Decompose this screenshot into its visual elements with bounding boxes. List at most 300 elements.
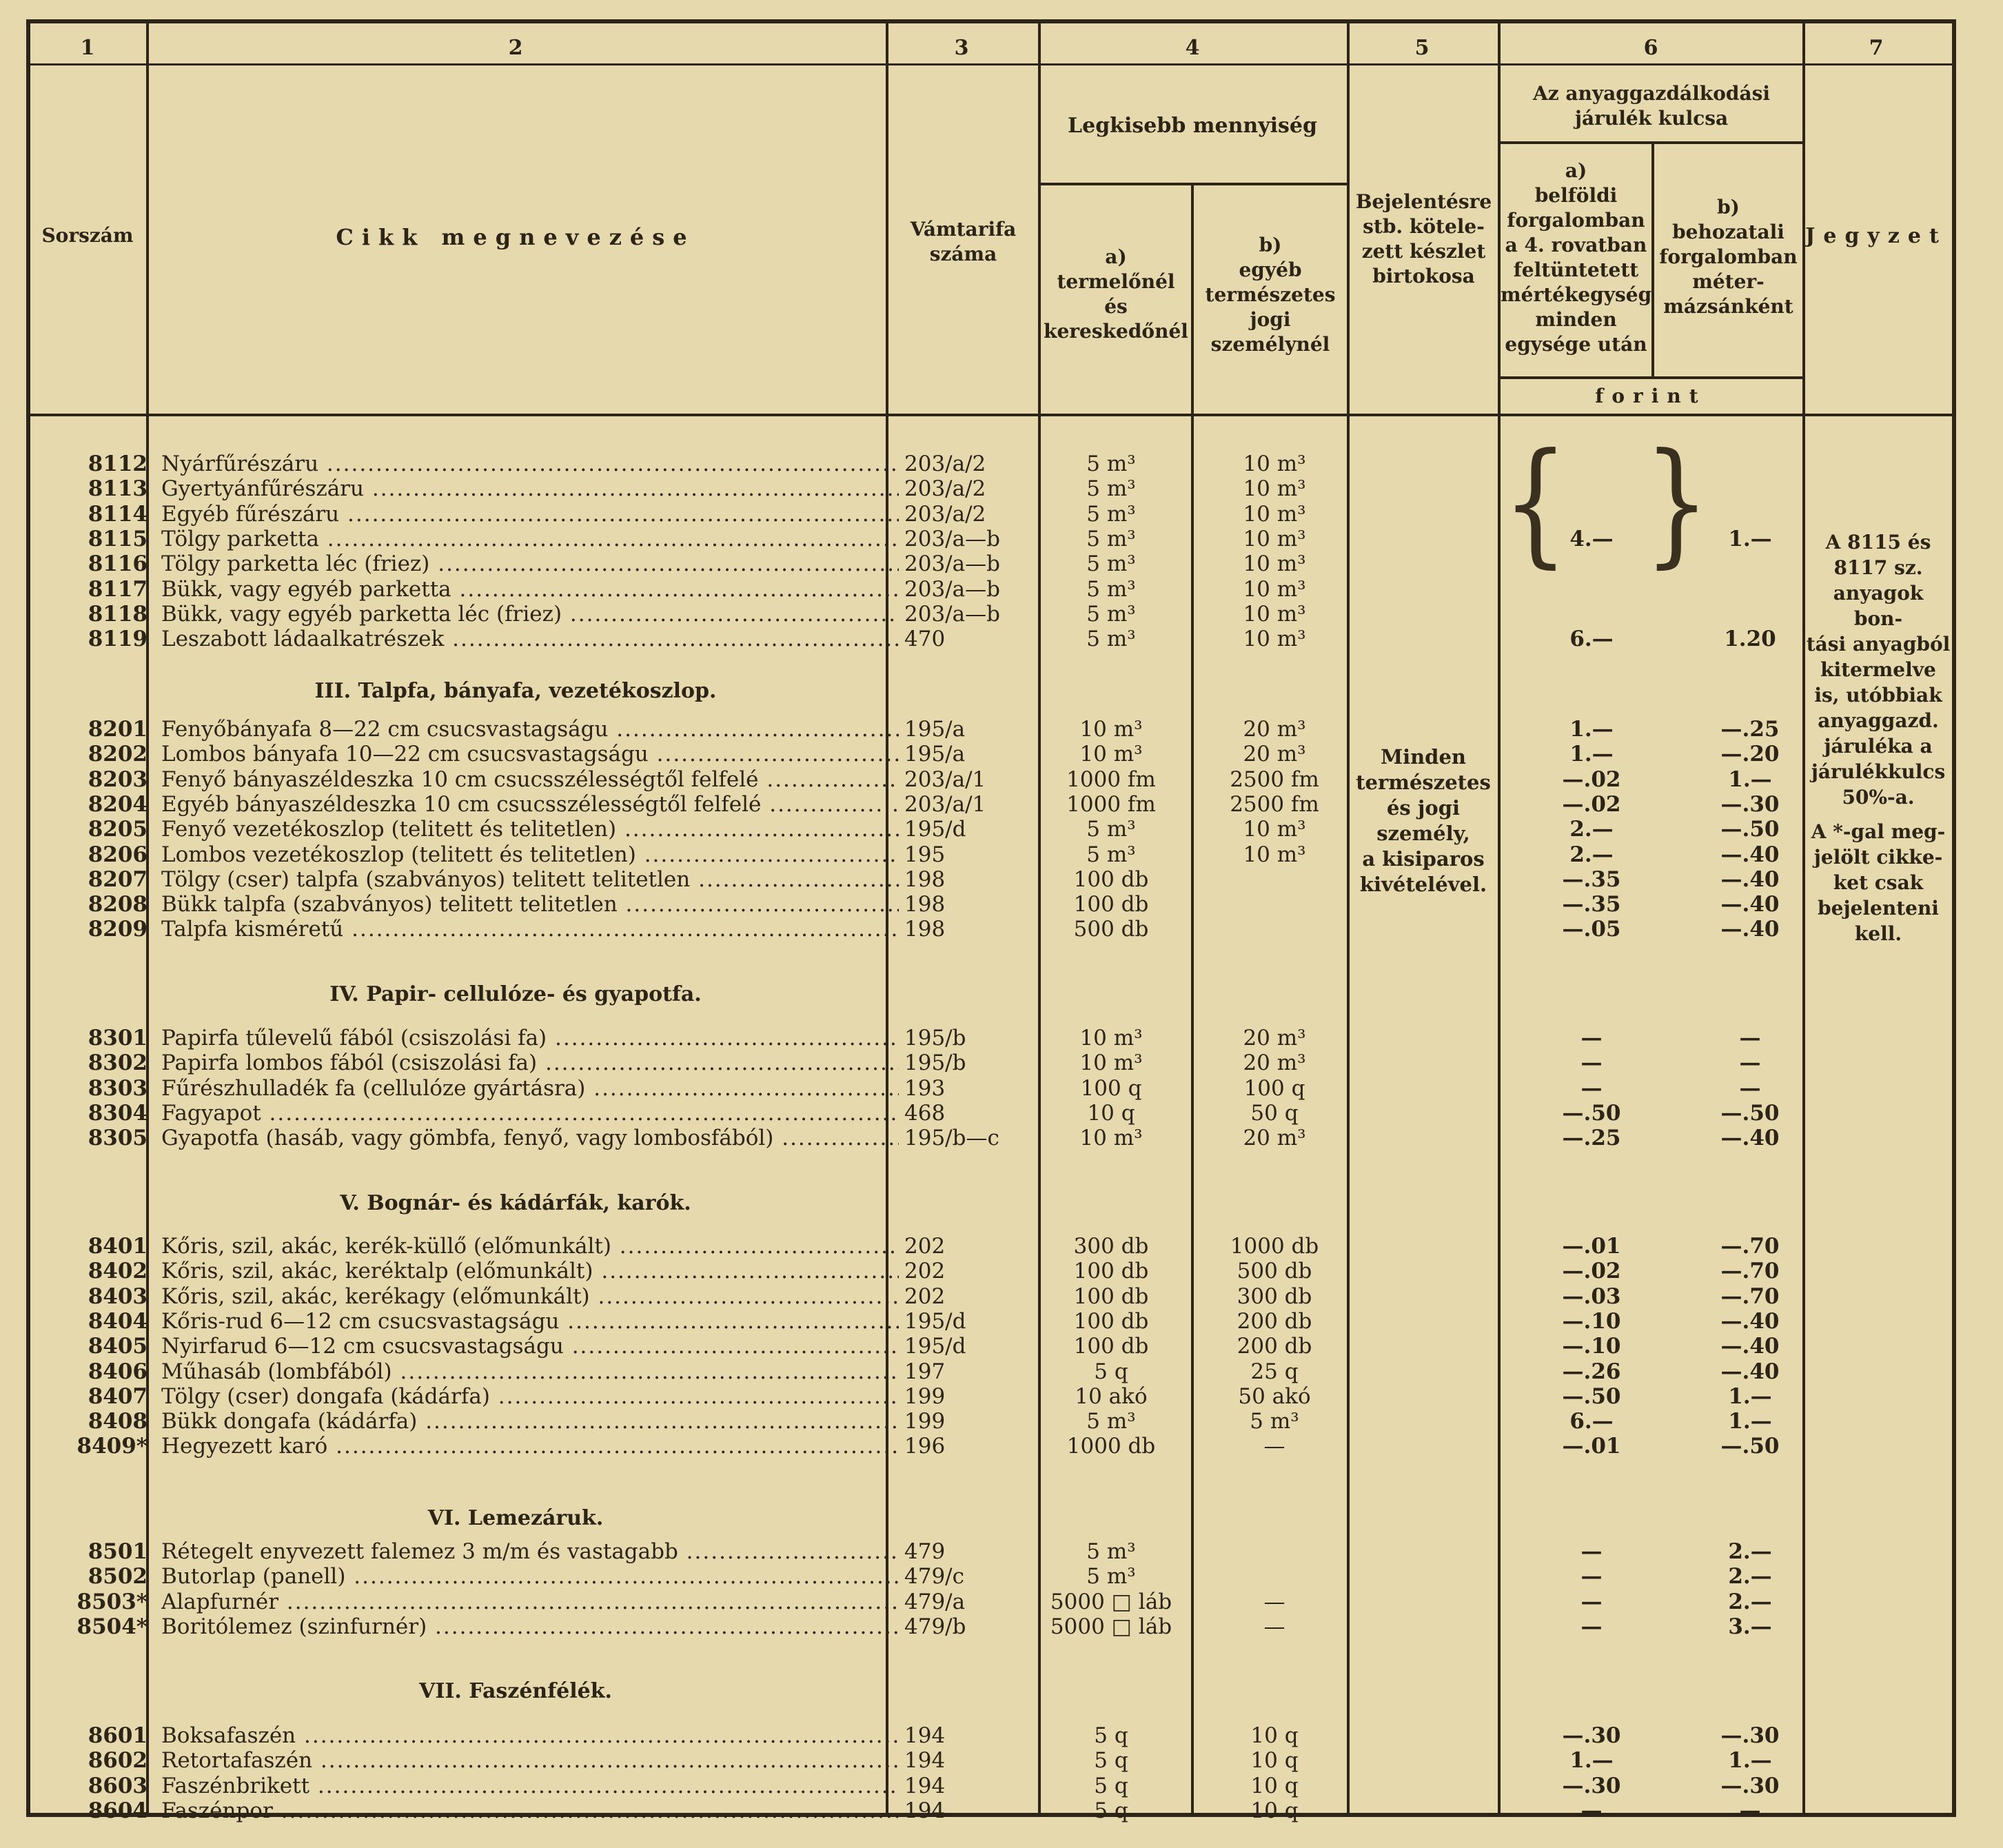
item-name: Kőris, szil, akác, kerék-küllő (előmunkált) ..... <box>161 1234 899 1259</box>
item-name: Gyertyánfűrészáru ..... <box>161 476 899 501</box>
section-title: III. Talpfa, bányafa, vezetékoszlop. <box>314 679 717 703</box>
tariff-number: 203/a—b <box>904 602 1000 627</box>
header-col6b: b) behozatali forgalomban méter- mázsánként <box>1659 196 1798 318</box>
header-forint: forint <box>1595 385 1707 407</box>
min-qty-other: 2500 fm <box>1230 792 1319 817</box>
tariff-number: 203/a/1 <box>904 767 986 792</box>
item-name: Bükk, vagy egyéb parketta ..... <box>161 577 899 602</box>
rate-import: —.30 <box>1720 1723 1780 1748</box>
min-qty-trader: 5000 □ láb <box>1050 1590 1172 1614</box>
min-qty-trader: 5 m³ <box>1086 476 1136 501</box>
rate-import: —.70 <box>1720 1284 1780 1309</box>
min-qty-other: 500 db <box>1237 1259 1312 1283</box>
rate-domestic: —.30 <box>1562 1723 1621 1748</box>
rate-import: —.70 <box>1720 1259 1780 1283</box>
min-qty-other: — <box>1263 1590 1285 1614</box>
min-qty-trader: 5 q <box>1094 1723 1128 1748</box>
header-col4a: a) termelőnél és kereskedőnél <box>1044 245 1188 343</box>
item-name: Faszénbrikett ..... <box>161 1774 899 1798</box>
row-number: 8402 <box>88 1259 148 1283</box>
min-qty-trader: 5 m³ <box>1086 1539 1136 1564</box>
item-name: Fenyő bányaszéldeszka 10 cm csucsszélességtől felfelé ..... <box>161 767 899 792</box>
row-number: 8204 <box>88 792 148 817</box>
header-bottom-rule <box>30 414 1953 416</box>
rate-import: —.25 <box>1720 717 1780 742</box>
item-name: Faszénpor ..... <box>161 1798 899 1823</box>
min-qty-other: 10 m³ <box>1243 476 1306 501</box>
rate-domestic: —.50 <box>1562 1384 1621 1409</box>
left-brace-icon: { <box>1503 425 1569 582</box>
row-number: 8303 <box>88 1076 148 1101</box>
min-qty-trader: 5 m³ <box>1086 502 1136 527</box>
item-name: Kőris-rud 6—12 cm csucsvastagságu ..... <box>161 1309 899 1334</box>
header-cikk: Cikk megnevezése <box>336 224 695 250</box>
row-number: 8114 <box>88 502 148 527</box>
table-row <box>30 1798 1953 1823</box>
item-name: Fenyőbányafa 8—22 cm csucsvastagságu ..... <box>161 717 899 742</box>
min-qty-other: — <box>1263 1434 1285 1459</box>
min-qty-trader: 5 q <box>1094 1774 1128 1798</box>
min-qty-other: 20 m³ <box>1243 1050 1306 1075</box>
row-number: 8119 <box>88 627 148 651</box>
item-name: Műhasáb (lombfából) ..... <box>161 1359 899 1384</box>
min-qty-other: 1000 db <box>1230 1234 1319 1259</box>
header-jegyzet: Jegyzet <box>1805 224 1947 248</box>
colnum-2: 2 <box>508 36 523 60</box>
rate-domestic: —.10 <box>1562 1334 1621 1359</box>
min-qty-other: 100 q <box>1243 1076 1305 1101</box>
min-qty-trader: 5 q <box>1094 1798 1128 1823</box>
row-number: 8112 <box>88 451 148 476</box>
table-row <box>30 1334 1953 1359</box>
min-qty-trader: 5 m³ <box>1086 451 1136 476</box>
col6-subheader-rule <box>1499 141 1802 144</box>
table-row <box>30 1434 1953 1459</box>
rate-domestic: —.05 <box>1562 917 1621 942</box>
min-qty-trader: 1000 fm <box>1066 792 1156 817</box>
min-qty-trader: 5 m³ <box>1086 551 1136 576</box>
min-qty-other: 10 m³ <box>1243 627 1306 651</box>
table-row <box>30 917 1953 942</box>
rate-domestic: — <box>1580 1050 1603 1075</box>
item-name: Butorlap (panell) ..... <box>161 1564 899 1589</box>
rate-import: 1.20 <box>1724 627 1776 651</box>
table-row <box>30 1101 1953 1126</box>
min-qty-trader: 500 db <box>1073 917 1149 942</box>
item-name: Leszabott ládaalkatrészek ..... <box>161 627 899 651</box>
item-name: Kőris, szil, akác, keréktalp (előmunkált) ..... <box>161 1259 899 1283</box>
min-qty-other: 10 q <box>1250 1774 1299 1798</box>
rate-import: — <box>1739 1798 1761 1823</box>
rate-domestic: 1.— <box>1569 742 1614 766</box>
rate-import: — <box>1739 1050 1761 1075</box>
rate-domestic: —.02 <box>1562 1259 1621 1283</box>
rate-domestic: 6.— <box>1569 1409 1614 1434</box>
min-qty-other: 50 q <box>1250 1101 1299 1126</box>
row-number: 8209 <box>88 917 148 942</box>
tariff-number: 202 <box>904 1234 946 1259</box>
rate-import: 1.— <box>1728 1409 1772 1434</box>
rate-import: 3.— <box>1728 1614 1772 1639</box>
row-number: 8116 <box>88 551 148 576</box>
rate-domestic: — <box>1580 1076 1603 1101</box>
rate-import: —.30 <box>1720 1774 1780 1798</box>
rate-import: — <box>1739 1076 1761 1101</box>
tariff-number: 198 <box>904 917 946 942</box>
rate-import: —.40 <box>1720 1126 1780 1150</box>
row-number: 8406 <box>88 1359 148 1384</box>
rate-import: —.40 <box>1720 867 1780 892</box>
row-number: 8305 <box>88 1126 148 1150</box>
row-number: 8501 <box>88 1539 148 1564</box>
tariff-number: 479/c <box>904 1564 964 1589</box>
tariff-number: 479/b <box>904 1614 966 1639</box>
rate-import: 1.— <box>1728 767 1772 792</box>
colnum-6: 6 <box>1643 36 1658 60</box>
min-qty-trader: 5 m³ <box>1086 602 1136 627</box>
min-qty-trader: 5000 □ láb <box>1050 1614 1172 1639</box>
tariff-number: 203/a—b <box>904 527 1000 551</box>
table-row <box>30 742 1953 766</box>
rate-domestic: 1.— <box>1569 717 1614 742</box>
min-qty-other: 10 m³ <box>1243 451 1306 476</box>
min-qty-other: 10 m³ <box>1243 527 1306 551</box>
tariff-number: 202 <box>904 1259 946 1283</box>
item-name: Retortafaszén ..... <box>161 1748 899 1773</box>
header-sorszam: Sorszám <box>41 224 134 247</box>
rate-import: —.50 <box>1720 1101 1780 1126</box>
tariff-number: 195/b <box>904 1026 966 1050</box>
row-number: 8504* <box>77 1614 148 1639</box>
col4-subheader-rule <box>1039 183 1348 185</box>
item-name: Lombos bányafa 10—22 cm csucsvastagságu ..... <box>161 742 899 766</box>
rate-domestic: — <box>1580 1564 1603 1589</box>
rate-import: —.50 <box>1720 817 1780 842</box>
row-number: 8603 <box>88 1774 148 1798</box>
min-qty-trader: 10 akó <box>1075 1384 1148 1409</box>
rate-import: 2.— <box>1728 1539 1772 1564</box>
header-col6a: a) belföldi forgalomban a 4. rovatban feltüntetett mértékegység minden egysége után <box>1501 159 1652 356</box>
min-qty-trader: 1000 fm <box>1066 767 1156 792</box>
min-qty-other: 10 q <box>1250 1748 1299 1773</box>
tariff-number: 195/b <box>904 1050 966 1075</box>
min-qty-other: 20 m³ <box>1243 717 1306 742</box>
table-row <box>30 1026 1953 1050</box>
rate-domestic: —.01 <box>1562 1234 1621 1259</box>
rate-domestic: —.50 <box>1562 1101 1621 1126</box>
item-name: Papirfa tűlevelű fából (csiszolási fa) ..... <box>161 1026 899 1050</box>
item-name: Boritólemez (szinfurnér) ..... <box>161 1614 899 1639</box>
rate-domestic: 1.— <box>1569 1748 1614 1773</box>
row-number: 8203 <box>88 767 148 792</box>
min-qty-trader: 10 q <box>1087 1101 1135 1126</box>
tariff-number: 194 <box>904 1798 946 1823</box>
rate-import: 1.— <box>1728 1384 1772 1409</box>
tariff-number: 195/d <box>904 817 966 842</box>
min-qty-other: 20 m³ <box>1243 1126 1306 1150</box>
rate-domestic: —.35 <box>1562 892 1621 917</box>
min-qty-trader: 100 db <box>1073 1334 1149 1359</box>
rate-domestic: —.25 <box>1562 1126 1621 1150</box>
item-name: Tölgy parketta léc (friez) ..... <box>161 551 899 576</box>
rate-domestic: —.03 <box>1562 1284 1621 1309</box>
rate-import: —.20 <box>1720 742 1780 766</box>
item-name: Egyéb bányaszéldeszka 10 cm csucsszélességtől felfelé ..... <box>161 792 899 817</box>
header-col4b: b) egyéb természetes jogi személynél <box>1205 234 1336 356</box>
table-row <box>30 792 1953 817</box>
item-name: Bükk talpfa (szabványos) telitett telitetlen ..... <box>161 892 899 917</box>
rate-domestic: —.02 <box>1562 792 1621 817</box>
item-name: Alapfurnér ..... <box>161 1590 899 1614</box>
section-title: V. Bognár- és kádárfák, karók. <box>340 1191 691 1215</box>
tariff-number: 195/a <box>904 717 966 742</box>
row-number: 8408 <box>88 1409 148 1434</box>
rate-domestic: — <box>1580 1590 1603 1614</box>
rate-import: —.40 <box>1720 1334 1780 1359</box>
min-qty-trader: 5 m³ <box>1086 527 1136 551</box>
table-row <box>30 1774 1953 1798</box>
min-qty-trader: 10 m³ <box>1079 1026 1143 1050</box>
row-number: 8502 <box>88 1564 148 1589</box>
row-number: 8405 <box>88 1334 148 1359</box>
min-qty-other: 20 m³ <box>1243 742 1306 766</box>
min-qty-other: 25 q <box>1250 1359 1299 1384</box>
rate-domestic: 2.— <box>1569 817 1614 842</box>
section-title: VI. Lemezáruk. <box>427 1506 604 1530</box>
row-number: 8208 <box>88 892 148 917</box>
rate-import: — <box>1739 1026 1761 1050</box>
tariff-number: 479/a <box>904 1590 966 1614</box>
min-qty-other: 50 akó <box>1238 1384 1311 1409</box>
rate-domestic: —.30 <box>1562 1774 1621 1798</box>
row-number: 8117 <box>88 577 148 602</box>
colnum-1: 1 <box>80 36 95 60</box>
table-row <box>30 1309 1953 1334</box>
tariff-number: 194 <box>904 1748 946 1773</box>
rate-domestic: —.10 <box>1562 1309 1621 1334</box>
min-qty-trader: 10 m³ <box>1079 1126 1143 1150</box>
min-qty-other: 300 db <box>1237 1284 1312 1309</box>
tariff-number: 203/a/2 <box>904 502 986 527</box>
tariff-number: 195/a <box>904 742 966 766</box>
rate-import: —.40 <box>1720 842 1780 867</box>
tariff-number: 203/a—b <box>904 577 1000 602</box>
min-qty-trader: 5 m³ <box>1086 577 1136 602</box>
rate-import: —.30 <box>1720 792 1780 817</box>
item-name: Papirfa lombos fából (csiszolási fa) ..... <box>161 1050 899 1075</box>
tariff-number: 195/d <box>904 1334 966 1359</box>
row-number: 8302 <box>88 1050 148 1075</box>
note-asterisk: A *-gal meg- jelölt cikke- ket csak bejelenteni kell. <box>1811 820 1946 945</box>
min-qty-trader: 10 m³ <box>1079 1050 1143 1075</box>
colnum-3: 3 <box>954 36 969 60</box>
min-qty-other: 10 q <box>1250 1723 1299 1748</box>
min-qty-trader: 5 m³ <box>1086 817 1136 842</box>
min-qty-other: 20 m³ <box>1243 1026 1306 1050</box>
item-name: Tölgy (cser) dongafa (kádárfa) ..... <box>161 1384 899 1409</box>
tariff-number: 195/b—c <box>904 1126 999 1150</box>
tariff-number: 199 <box>904 1409 946 1434</box>
table-row <box>30 817 1953 842</box>
table-row <box>30 1076 1953 1101</box>
rate-domestic: —.01 <box>1562 1434 1621 1459</box>
table-row <box>30 1723 1953 1748</box>
min-qty-other: 200 db <box>1237 1334 1312 1359</box>
row-number: 8602 <box>88 1748 148 1773</box>
note-parquet: A 8115 és 8117 sz. anyagok bon- tási anyagból kitermelve is, utóbbiak anyaggazd. járuléka a járulékkulcs 50%-a. <box>1806 531 1951 809</box>
table-row <box>30 1050 1953 1075</box>
table-row <box>30 602 1953 627</box>
colnum-5: 5 <box>1414 36 1430 60</box>
table-row <box>30 1234 1953 1259</box>
row-number: 8601 <box>88 1723 148 1748</box>
min-qty-trader: 1000 db <box>1066 1434 1156 1459</box>
rate-import: —.70 <box>1720 1234 1780 1259</box>
min-qty-trader: 5 q <box>1094 1359 1128 1384</box>
table-row <box>30 1590 1953 1614</box>
table-row <box>30 892 1953 917</box>
item-name: Talpfa kisméretű ..... <box>161 917 899 942</box>
tariff-number: 197 <box>904 1359 946 1384</box>
row-number: 8113 <box>88 476 148 501</box>
item-name: Nyárfűrészáru ..... <box>161 451 899 476</box>
header-col6-title: Az anyaggazdálkodási járulék kulcsa <box>1532 82 1771 130</box>
row-number: 8206 <box>88 842 148 867</box>
colnum-4: 4 <box>1185 36 1200 60</box>
min-qty-trader: 10 m³ <box>1079 717 1143 742</box>
item-name: Gyapotfa (hasáb, vagy gömbfa, fenyő, vagy lombosfából) ..... <box>161 1126 899 1150</box>
table-row <box>30 1359 1953 1384</box>
right-brace-icon: } <box>1644 425 1710 582</box>
min-qty-trader: 10 m³ <box>1079 742 1143 766</box>
table-row <box>30 627 1953 651</box>
row-number: 8409* <box>77 1434 148 1459</box>
header-col5: Bejelentésre stb. kötele- zett készlet birtokosa <box>1355 190 1492 287</box>
row-number: 8205 <box>88 817 148 842</box>
min-qty-other: 2500 fm <box>1230 767 1319 792</box>
table-row <box>30 767 1953 792</box>
row-number: 8407 <box>88 1384 148 1409</box>
row-number: 8404 <box>88 1309 148 1334</box>
tariff-number: 198 <box>904 892 946 917</box>
min-qty-trader: 5 q <box>1094 1748 1128 1773</box>
rate-import: —.50 <box>1720 1434 1780 1459</box>
min-qty-trader: 100 db <box>1073 1259 1149 1283</box>
table-row <box>30 1284 1953 1309</box>
rate-import: —.40 <box>1720 1359 1780 1384</box>
rate-import: 1.— <box>1728 527 1772 551</box>
rate-domestic: —.02 <box>1562 767 1621 792</box>
rate-import: 2.— <box>1728 1564 1772 1589</box>
min-qty-trader: 300 db <box>1073 1234 1149 1259</box>
tariff-number: 194 <box>904 1774 946 1798</box>
rate-import: —.40 <box>1720 892 1780 917</box>
min-qty-trader: 5 m³ <box>1086 627 1136 651</box>
rate-domestic: 6.— <box>1569 627 1614 651</box>
item-name: Kőris, szil, akác, kerékagy (előmunkált) ..... <box>161 1284 899 1309</box>
rate-import: —.40 <box>1720 917 1780 942</box>
min-qty-trader: 100 db <box>1073 892 1149 917</box>
min-qty-trader: 100 db <box>1073 867 1149 892</box>
table-row <box>30 1384 1953 1409</box>
row-number: 8304 <box>88 1101 148 1126</box>
row-number: 8115 <box>88 527 148 551</box>
min-qty-trader: 100 q <box>1080 1076 1142 1101</box>
min-qty-other: 5 m³ <box>1250 1409 1299 1434</box>
table-row <box>30 1259 1953 1283</box>
item-name: Bükk dongafa (kádárfa) ..... <box>161 1409 899 1434</box>
tariff-number: 198 <box>904 867 946 892</box>
item-name: Nyirfarud 6—12 cm csucsvastagságu ..... <box>161 1334 899 1359</box>
item-name: Fagyapot ..... <box>161 1101 899 1126</box>
section-title: IV. Papir- cellulóze- és gyapotfa. <box>329 982 702 1006</box>
table-row <box>30 1564 1953 1589</box>
table-row <box>30 1409 1953 1434</box>
row-number: 8201 <box>88 717 148 742</box>
table-row <box>30 1614 1953 1639</box>
column-number-rule <box>30 63 1953 65</box>
rate-domestic: — <box>1580 1798 1603 1823</box>
table-row <box>30 717 1953 742</box>
col5-owner-note: Minden természetes és jogi személy, a kisiparos kivételével. <box>1356 745 1491 896</box>
table-row <box>30 867 1953 892</box>
tariff-number: 195 <box>904 842 946 867</box>
tariff-number: 203/a/2 <box>904 451 986 476</box>
row-number: 8403 <box>88 1284 148 1309</box>
min-qty-other: 10 m³ <box>1243 842 1306 867</box>
row-number: 8118 <box>88 602 148 627</box>
min-qty-trader: 5 m³ <box>1086 1564 1136 1589</box>
tariff-number: 194 <box>904 1723 946 1748</box>
min-qty-other: 10 m³ <box>1243 551 1306 576</box>
tariff-number: 470 <box>904 627 946 651</box>
forint-rule <box>1499 376 1802 379</box>
rate-domestic: —.35 <box>1562 867 1621 892</box>
rate-domestic: — <box>1580 1614 1603 1639</box>
rate-import: 1.— <box>1728 1748 1772 1773</box>
min-qty-other: — <box>1263 1614 1285 1639</box>
min-qty-other: 10 m³ <box>1243 602 1306 627</box>
tariff-number: 195/d <box>904 1309 966 1334</box>
rate-domestic: 4.— <box>1569 527 1614 551</box>
min-qty-other: 10 m³ <box>1243 502 1306 527</box>
row-number: 8207 <box>88 867 148 892</box>
tariff-number: 203/a/2 <box>904 476 986 501</box>
row-number: 8604 <box>88 1798 148 1823</box>
tariff-number: 479 <box>904 1539 946 1564</box>
min-qty-other: 10 m³ <box>1243 817 1306 842</box>
item-name: Tölgy parketta ..... <box>161 527 899 551</box>
tariff-number: 196 <box>904 1434 946 1459</box>
header-vamtarifa: Vámtarifa száma <box>910 218 1017 265</box>
tariff-number: 193 <box>904 1076 946 1101</box>
tariff-number: 199 <box>904 1384 946 1409</box>
rate-domestic: — <box>1580 1026 1603 1050</box>
tariff-number: 203/a—b <box>904 551 1000 576</box>
item-name: Bükk, vagy egyéb parketta léc (friez) ..... <box>161 602 899 627</box>
header-legkisebb: Legkisebb mennyiség <box>1068 114 1317 138</box>
item-name: Lombos vezetékoszlop (telitett és telitetlen) ..... <box>161 842 899 867</box>
min-qty-other: 200 db <box>1237 1309 1312 1334</box>
table-row <box>30 1748 1953 1773</box>
rate-import: —.40 <box>1720 1309 1780 1334</box>
rate-domestic: —.26 <box>1562 1359 1621 1384</box>
tariff-number: 202 <box>904 1284 946 1309</box>
min-qty-trader: 100 db <box>1073 1309 1149 1334</box>
row-number: 8202 <box>88 742 148 766</box>
tariff-number: 203/a/1 <box>904 792 986 817</box>
table-row <box>30 842 1953 867</box>
